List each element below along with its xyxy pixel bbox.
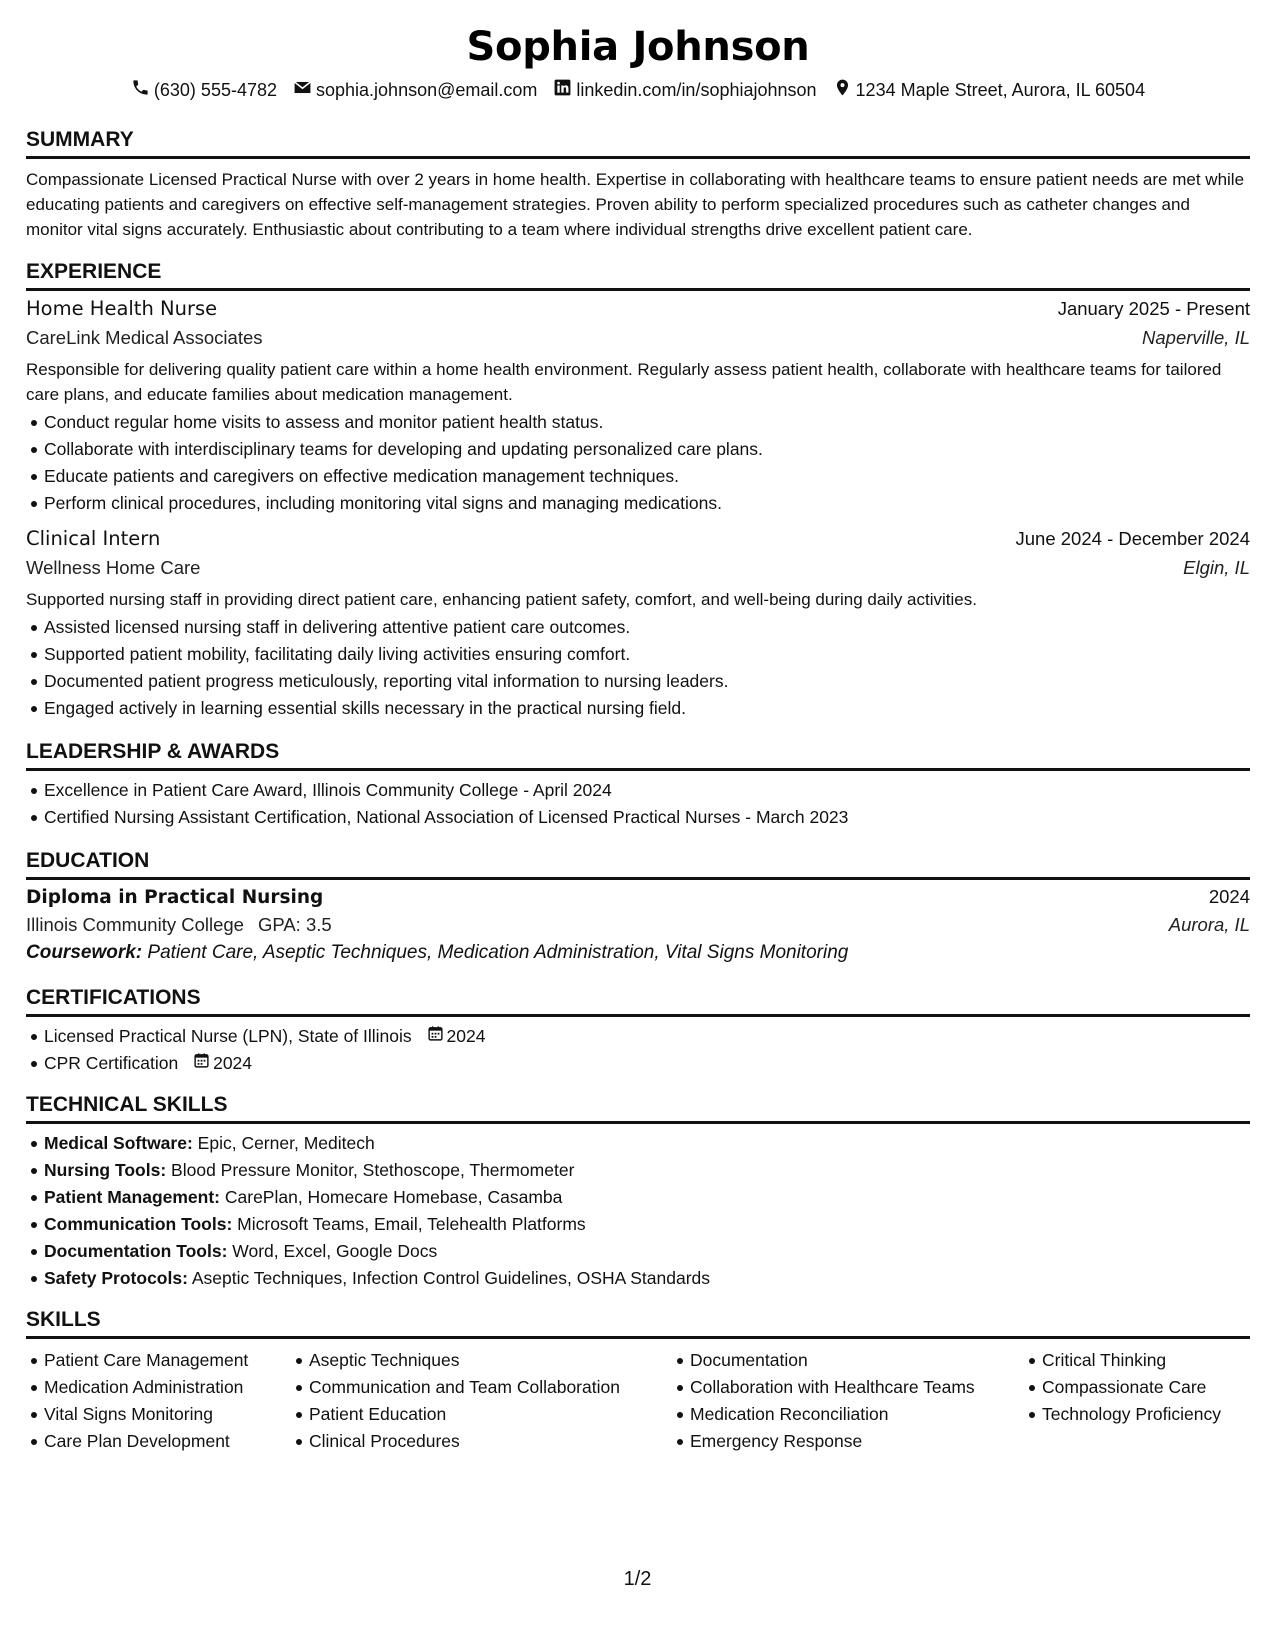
list-item: Patient Care Management bbox=[26, 1347, 291, 1374]
list-item: Conduct regular home visits to assess and monitor patient health status. bbox=[26, 409, 1250, 436]
certifications-section bbox=[26, 986, 1250, 1077]
phone-icon bbox=[131, 78, 150, 102]
skills-section bbox=[26, 1308, 1250, 1455]
job-description: Responsible for delivering quality patient care within a home health environment. Regularly assess patient health, collaborate with healthcare teams for tailored care plans, and educate families about medication management. bbox=[26, 360, 1222, 404]
list-item: Technology Proficiency bbox=[1024, 1401, 1221, 1428]
skills-column bbox=[291, 1345, 672, 1455]
list-item: Patient Education bbox=[291, 1401, 672, 1428]
list-item: Educate patients and caregivers on effective medication management techniques. bbox=[26, 463, 1250, 490]
calendar-icon bbox=[193, 1050, 213, 1077]
skills-column bbox=[26, 1345, 291, 1455]
skill-values: Word, Excel, Google Docs bbox=[232, 1241, 438, 1261]
job-entry bbox=[26, 527, 1250, 722]
contact-phone: (630) 555-4782 bbox=[131, 78, 277, 102]
list-item bbox=[26, 1050, 1250, 1077]
candidate-name: Sophia Johnson bbox=[466, 24, 810, 70]
technical-skills-section bbox=[26, 1093, 1250, 1292]
coursework-label: Coursework: bbox=[26, 942, 143, 963]
contact-linkedin[interactable]: linkedin.com/in/sophiajohnson bbox=[553, 78, 816, 102]
envelope-icon bbox=[293, 78, 312, 102]
list-item bbox=[26, 1184, 1250, 1211]
education-section bbox=[26, 849, 1250, 964]
coursework bbox=[26, 942, 1250, 964]
list-item: Medication Administration bbox=[26, 1374, 291, 1401]
list-item: Certified Nursing Assistant Certification, National Association of Licensed Practical Nurses - March 2023 bbox=[26, 804, 1250, 831]
section-title: LEADERSHIP & AWARDS bbox=[26, 740, 1250, 771]
summary-text: Compassionate Licensed Practical Nurse with over 2 years in home health. Expertise in collaborating with healthcare teams to ensure patient needs are met while educating patients and caregivers on effective self-management strategies. Proven ability to perform specialized procedures such as catheter changes and monitor vital signs accurately. Enthusiastic about contributing to a team where individual strengths drive excellent patient care. bbox=[26, 170, 1245, 239]
list-item: Engaged actively in learning essential skills necessary in the practical nursing field. bbox=[26, 695, 1250, 722]
calendar-icon bbox=[427, 1023, 447, 1050]
job-description: Supported nursing staff in providing direct patient care, enhancing patient safety, comfort, and well-being during daily activities. bbox=[26, 590, 977, 609]
contact-address: 1234 Maple Street, Aurora, IL 60504 bbox=[833, 78, 1146, 102]
list-item: Emergency Response bbox=[672, 1428, 1024, 1455]
skill-values: Blood Pressure Monitor, Stethoscope, Thermometer bbox=[171, 1160, 575, 1180]
certification-name: Licensed Practical Nurse (LPN), State of Illinois bbox=[44, 1026, 412, 1046]
skill-category: Patient Management: bbox=[44, 1187, 220, 1207]
section-title: SUMMARY bbox=[26, 128, 1250, 159]
certification-year: 2024 bbox=[446, 1026, 486, 1046]
skills-grid bbox=[26, 1345, 1250, 1455]
technical-skills-list bbox=[26, 1130, 1250, 1292]
list-item bbox=[26, 1023, 1250, 1050]
gpa: GPA: 3.5 bbox=[257, 914, 332, 935]
awards-section bbox=[26, 740, 1250, 831]
skill-values: Microsoft Teams, Email, Telehealth Platforms bbox=[237, 1214, 586, 1234]
list-item: Compassionate Care bbox=[1024, 1374, 1221, 1401]
certification-year: 2024 bbox=[213, 1053, 253, 1073]
job-company: Wellness Home Care bbox=[26, 557, 201, 578]
list-item: Care Plan Development bbox=[26, 1428, 291, 1455]
skill-category: Documentation Tools: bbox=[44, 1241, 228, 1261]
list-item: Documented patient progress meticulously, reporting vital information to nursing leaders. bbox=[26, 668, 1250, 695]
degree: Diploma in Practical Nursing bbox=[26, 887, 324, 908]
school-name: Illinois Community College bbox=[26, 914, 244, 935]
list-item: Collaborate with interdisciplinary teams for developing and updating personalized care plans. bbox=[26, 436, 1250, 463]
skill-values: CarePlan, Homecare Homebase, Casamba bbox=[224, 1187, 563, 1207]
graduation-year: 2024 bbox=[1208, 886, 1250, 907]
skill-category: Medical Software: bbox=[44, 1133, 193, 1153]
page-number: 1/2 bbox=[623, 1568, 652, 1590]
job-bullets bbox=[26, 409, 1250, 517]
job-dates: January 2025 - Present bbox=[1057, 298, 1250, 319]
map-pin-icon bbox=[833, 78, 852, 102]
skill-values: Epic, Cerner, Meditech bbox=[197, 1133, 375, 1153]
list-item: Excellence in Patient Care Award, Illinois Community College - April 2024 bbox=[26, 777, 1250, 804]
summary-section bbox=[26, 128, 1250, 242]
school-location: Aurora, IL bbox=[1168, 914, 1250, 935]
list-item bbox=[26, 1130, 1250, 1157]
certification-name: CPR Certification bbox=[44, 1053, 179, 1073]
list-item: Aseptic Techniques bbox=[291, 1347, 672, 1374]
resume-page bbox=[26, 0, 1250, 1455]
job-location: Naperville, IL bbox=[1142, 327, 1250, 348]
list-item: Communication and Team Collaboration bbox=[291, 1374, 672, 1401]
awards-list bbox=[26, 777, 1250, 831]
list-item bbox=[26, 1238, 1250, 1265]
list-item: Assisted licensed nursing staff in delivering attentive patient care outcomes. bbox=[26, 614, 1250, 641]
list-item: Medication Reconciliation bbox=[672, 1401, 1024, 1428]
linkedin-icon bbox=[553, 78, 572, 102]
list-item bbox=[26, 1265, 1250, 1292]
list-item: Perform clinical procedures, including monitoring vital signs and managing medications. bbox=[26, 490, 1250, 517]
coursework-list: Patient Care, Aseptic Techniques, Medication Administration, Vital Signs Monitoring bbox=[147, 942, 849, 963]
list-item bbox=[26, 1157, 1250, 1184]
section-title: TECHNICAL SKILLS bbox=[26, 1093, 1250, 1124]
list-item: Documentation bbox=[672, 1347, 1024, 1374]
section-title: EDUCATION bbox=[26, 849, 1250, 880]
job-title: Clinical Intern bbox=[26, 527, 161, 550]
section-title: CERTIFICATIONS bbox=[26, 986, 1250, 1017]
list-item bbox=[26, 1211, 1250, 1238]
job-title: Home Health Nurse bbox=[26, 297, 218, 320]
section-title: EXPERIENCE bbox=[26, 260, 1250, 291]
list-item: Collaboration with Healthcare Teams bbox=[672, 1374, 1024, 1401]
list-item: Vital Signs Monitoring bbox=[26, 1401, 291, 1428]
job-company: CareLink Medical Associates bbox=[26, 327, 263, 348]
contact-email[interactable]: sophia.johnson@email.com bbox=[293, 78, 537, 102]
skill-values: Aseptic Techniques, Infection Control Guidelines, OSHA Standards bbox=[191, 1268, 711, 1288]
skills-column bbox=[1024, 1345, 1221, 1455]
list-item: Supported patient mobility, facilitating daily living activities ensuring comfort. bbox=[26, 641, 1250, 668]
job-location: Elgin, IL bbox=[1183, 557, 1250, 578]
skill-category: Safety Protocols: bbox=[44, 1268, 188, 1288]
job-bullets bbox=[26, 614, 1250, 722]
skill-category: Nursing Tools: bbox=[44, 1160, 167, 1180]
job-dates: June 2024 - December 2024 bbox=[1015, 528, 1250, 549]
list-item: Clinical Procedures bbox=[291, 1428, 672, 1455]
certifications-list bbox=[26, 1023, 1250, 1077]
skills-column bbox=[672, 1345, 1024, 1455]
skill-category: Communication Tools: bbox=[44, 1214, 233, 1234]
list-item: Critical Thinking bbox=[1024, 1347, 1221, 1374]
experience-section bbox=[26, 260, 1250, 722]
contact-bar bbox=[26, 78, 1250, 102]
job-entry bbox=[26, 297, 1250, 517]
section-title: SKILLS bbox=[26, 1308, 1250, 1339]
